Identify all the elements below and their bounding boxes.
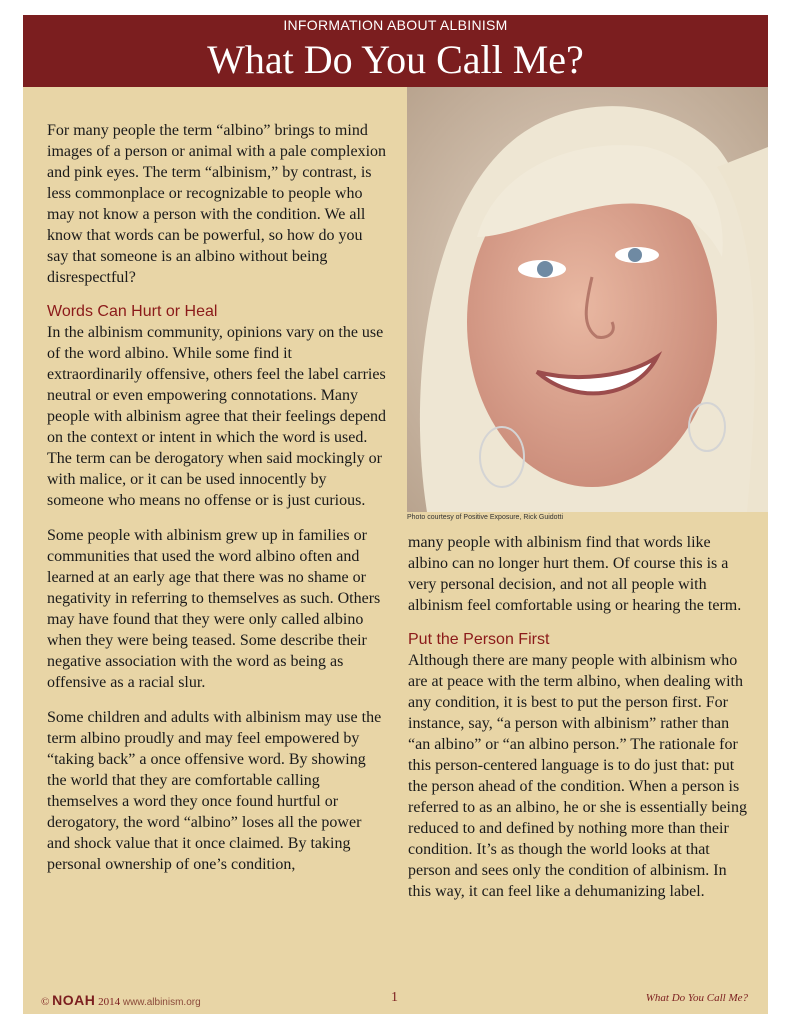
- body-paragraph: Some people with albinism grew up in families or communities that used the word albino often and learned at an early age that there was no shame or negativity in referring to themselves as such. Others may have found that they were only called albino when they were being teased. Some describe their negative association with the word as being as offensive as a racial slur.: [47, 527, 381, 691]
- intro-paragraph: For many people the term “albino” brings to mind images of a person or animal with a pale complexion and pink eyes. The term “albinism,” by contrast, is less commonplace or recognizable to people who may not know a person with the condition. We all know that words can be powerful, so how do you say that someone is an albino without being disrespectful?: [47, 122, 387, 286]
- header-kicker: INFORMATION ABOUT ALBINISM: [283, 17, 508, 33]
- footer-url[interactable]: www.albinism.org: [122, 997, 201, 1008]
- section-heading-person-first: Put the Person First: [408, 631, 550, 648]
- right-column: [408, 532, 748, 916]
- portrait-illustration: [407, 87, 768, 512]
- page-footer: [23, 990, 768, 1010]
- footer-running-title: What Do You Call Me?: [645, 992, 748, 1004]
- body-paragraph: Some children and adults with albinism may use the term albino proudly and may feel empowered by “taking back” a once offensive word. By showing the world that they are comfortable calling themselves a word they once found hurtful or derogatory, the word “albino” loses all the power and shock value that it once claimed. By taking personal ownership of one’s condition,: [47, 709, 382, 873]
- section-heading-words: Words Can Hurt or Heal: [47, 303, 218, 320]
- left-column: [47, 120, 387, 889]
- photo-caption: Photo courtesy of Positive Exposure, Rick Guidotti: [407, 514, 564, 521]
- body-paragraph: many people with albinism find that words like albino can no longer hurt them. Of course this is a very personal decision, and not all people with albinism feel comfortable using or hearing the term.: [408, 534, 742, 614]
- page-title: What Do You Call Me?: [207, 37, 584, 82]
- footer-year: 2014: [98, 996, 121, 1008]
- footer-left: [41, 992, 201, 1008]
- noah-logo: NOAH: [52, 992, 96, 1008]
- copyright-symbol: ©: [41, 996, 50, 1008]
- page: [23, 15, 768, 1014]
- page-number: 1: [391, 990, 398, 1005]
- body-paragraph: In the albinism community, opinions vary on the use of the word albino. While some find it extraordinarily offensive, others feel the label carries neutral or even empowering connotations. Many people with albinism agree that their feelings depend on the context or intent in which the word is used. The term can be derogatory when said mockingly or with malice, or it can be used innocently by someone who means no offense or is just curious.: [47, 324, 386, 509]
- body-paragraph: Although there are many people with albinism who are at peace with the term albino, when dealing with any condition, it is best to put the person first. For instance, say, “a person with albinism” rather than “an albino” or “an albino person.” The rationale for this person-centered language is to do just that: put the person ahead of the condition. When a person is referred to as an albino, he or she is essentially being reduced to and defined by nothing more than their condition. It’s as though the world looks at that person and sees only the condition of albinism. In this way, it can feel like a dehumanizing label.: [408, 652, 747, 900]
- header-banner: [23, 15, 768, 87]
- portrait-photo: [407, 87, 768, 512]
